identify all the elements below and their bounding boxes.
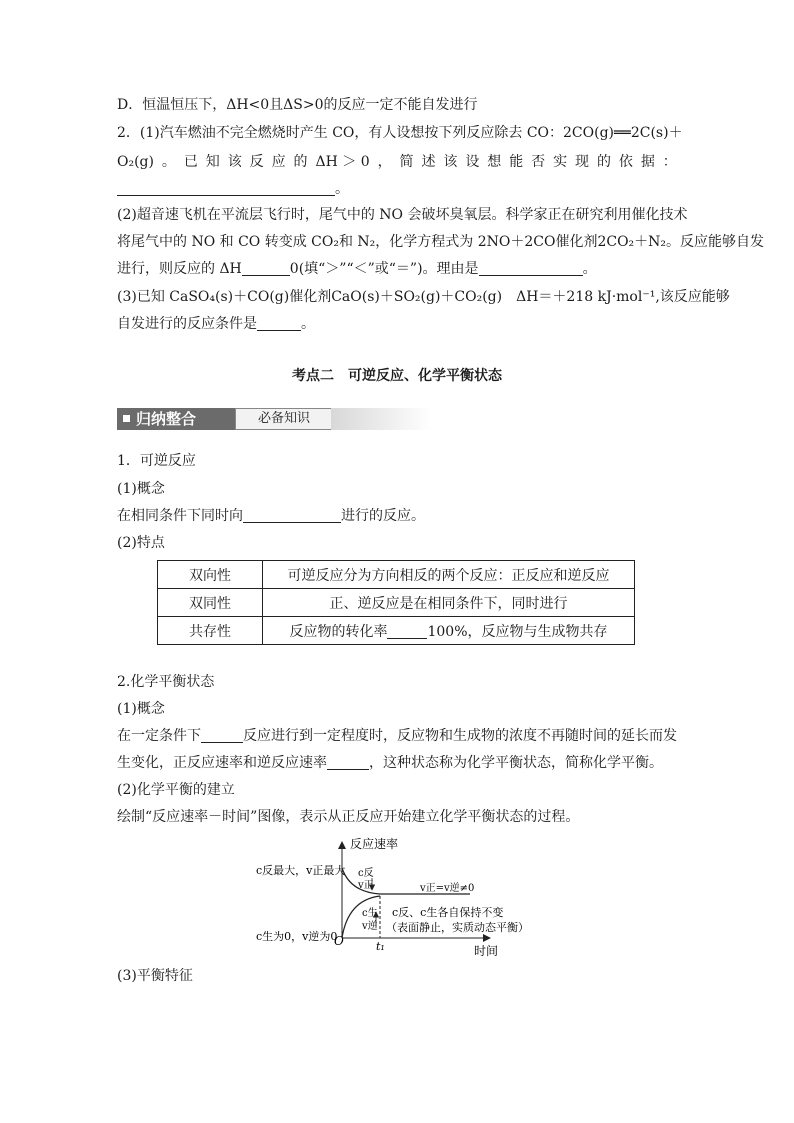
justified-word: 设	[465, 154, 480, 170]
q2-1-line1: 2．(1)汽车燃油不完全燃烧时产生 CO，有人设想按下列反应除去 CO：2CO(g)══2C(s)＋	[117, 125, 683, 141]
justified-word: 简	[399, 154, 414, 170]
section-title: 考点二 可逆反应、化学平衡状态	[292, 368, 502, 384]
option-d: D．恒温恒压下，ΔH<0且ΔS>0的反应一定不能自发进行	[117, 97, 478, 113]
justified-word: 依	[618, 154, 633, 170]
bar-light-label: 必备知识	[235, 408, 333, 430]
q2-2-text-b: 0(填“＞”“＜”或“＝”)。理由是	[289, 261, 479, 277]
left-top-label: c反最大，v正最大	[256, 864, 346, 877]
justified-word: 的	[293, 154, 308, 170]
justified-word: 现	[575, 154, 589, 170]
q2-2-line2: 将尾气中的 NO 和 CO 转变成 CO₂和 N₂，化学方程式为 2NO＋2CO催化剂2CO₂＋N₂。反应能够自发	[117, 234, 765, 250]
q2-1-line2	[117, 153, 677, 171]
q2-3-line2	[117, 315, 315, 333]
answer-blank[interactable]	[242, 261, 290, 276]
justified-word: 应	[271, 154, 286, 170]
justified-word: ΔH ＞ 0	[315, 154, 370, 170]
s2-text1	[117, 727, 677, 745]
justified-word: O₂(g)	[117, 154, 154, 170]
s1-text-b: 进行的反应。	[341, 508, 425, 524]
y-axis-label: 反应速率	[350, 837, 399, 851]
s1-concept: (1)概念	[117, 481, 165, 497]
section-bar	[117, 408, 431, 430]
note-line1: c反、c生各自保持不变	[392, 906, 504, 919]
q2-1-line3	[117, 180, 349, 198]
eq-label: v正=v逆≠0	[420, 883, 475, 894]
s2-feature3: (3)平衡特征	[117, 968, 193, 984]
s1-features: (2)特点	[117, 535, 165, 551]
table-cell: 双同性	[158, 589, 263, 617]
answer-blank[interactable]	[243, 508, 341, 523]
s1-heading: 1．可逆反应	[117, 453, 196, 469]
answer-blank[interactable]	[257, 316, 301, 331]
q2-2-line3	[117, 260, 597, 278]
left-bottom-label: c生为0，v逆为0	[256, 930, 338, 943]
table-row	[158, 561, 635, 589]
bar-fade	[331, 408, 431, 430]
q2-3-text: 自发进行的反应条件是	[117, 316, 257, 332]
cell-text-a: 反应物的转化率	[289, 623, 388, 640]
s2-text1-b: 反应进行到一定程度时，反应物和生成物的浓度不再随时间的延长而发	[243, 728, 677, 744]
answer-blank[interactable]	[479, 261, 583, 276]
justified-word: 述	[421, 154, 436, 170]
c-sheng-label: c生	[362, 908, 378, 919]
justified-word: 的	[596, 154, 611, 170]
s2-build: (2)化学平衡的建立	[117, 782, 235, 798]
table-cell: 双向性	[158, 561, 263, 589]
origin-label: O	[334, 934, 344, 948]
table-cell: 正、逆反应是在相同条件下，同时进行	[263, 589, 635, 617]
s1-text-a: 在相同条件下同时向	[117, 508, 243, 524]
justified-word: 否	[531, 154, 546, 170]
q2-3-line1: (3)已知 CaSO₄(s)＋CO(g)催化剂CaO(s)＋SO₂(g)＋CO₂(g) ΔH＝＋218 kJ·mol⁻¹,该反应能够	[117, 289, 730, 305]
table-cell	[263, 617, 635, 645]
justified-word: 该	[443, 154, 458, 170]
q2-2-text-a: 进行，则反应的 ΔH	[117, 261, 242, 277]
table-row	[158, 589, 635, 617]
v-zheng-label: v正	[358, 880, 374, 891]
s2-concept: (1)概念	[117, 701, 165, 717]
answer-blank[interactable]	[117, 181, 335, 196]
justified-word: 能	[509, 154, 524, 170]
s2-build-text: 绘制“反应速率－时间”图像，表示从正反应开始建立化学平衡状态的过程。	[117, 809, 580, 825]
period: 。	[301, 316, 315, 332]
justified-word: ，	[377, 154, 392, 170]
s2-text2-a: 生变化，正反应速率和逆反应速率	[117, 755, 327, 771]
period: 。	[335, 181, 349, 197]
s2-text1-a: 在一定条件下	[117, 728, 201, 744]
q2-2-line1: (2)超音速飞机在平流层飞行时，尾气中的 NO 会破坏臭氧层。科学家正在研究利用催化技术	[117, 207, 688, 223]
justified-word: 。	[161, 154, 176, 170]
t1-label: t₁	[376, 940, 385, 953]
justified-word: 想	[487, 154, 502, 170]
answer-blank[interactable]	[387, 624, 427, 639]
cell-text-b: 100%，反应物与生成物共存	[427, 623, 608, 640]
x-axis-label: 时间	[474, 944, 499, 958]
justified-word: ：	[662, 154, 677, 170]
s2-text2	[117, 754, 663, 772]
s1-concept-text	[117, 507, 425, 525]
justified-word: 知	[205, 154, 220, 170]
s2-heading: 2.化学平衡状态	[117, 674, 215, 690]
table-row	[158, 617, 635, 645]
answer-blank[interactable]	[201, 728, 243, 743]
rate-time-graph	[0, 832, 794, 962]
answer-blank[interactable]	[327, 755, 369, 770]
s2-text2-b: ，这种状态称为化学平衡状态，简称化学平衡。	[369, 755, 663, 771]
justified-word: 实	[553, 154, 568, 170]
v-ni-label: v逆	[362, 921, 378, 932]
table-cell: 可逆反应分为方向相反的两个反应：正反应和逆反应	[263, 561, 635, 589]
justified-word: 据	[640, 154, 655, 170]
period: 。	[582, 261, 597, 277]
justified-word: 该	[227, 154, 242, 170]
justified-word: 已	[183, 154, 198, 170]
table-cell: 共存性	[158, 617, 263, 645]
justified-word: 反	[249, 154, 264, 170]
bar-dark	[117, 408, 235, 430]
c-fan-label: c反	[358, 868, 374, 879]
square-icon	[123, 415, 130, 422]
bar-dark-label: 归纳整合	[136, 410, 197, 428]
features-table	[157, 560, 635, 645]
note-line2: （表面静止，实质动态平衡）	[386, 921, 529, 934]
